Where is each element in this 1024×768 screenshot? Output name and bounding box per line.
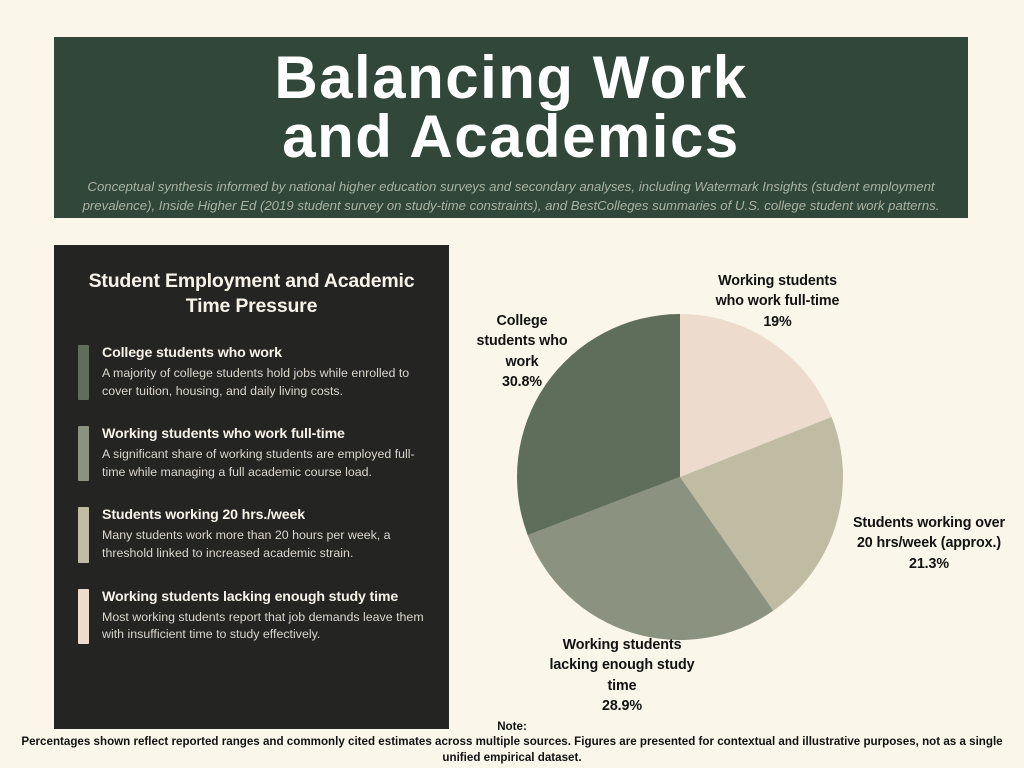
footnote-label: Note:: [497, 720, 527, 733]
list-item: [78, 345, 425, 400]
pie-label-work-line-2: students who: [476, 333, 568, 350]
pie-label-full-time-line-1: Working students: [718, 273, 837, 289]
page-title-line-2: and Academics: [282, 102, 740, 170]
page-title-line-1: Balancing Work: [274, 44, 748, 111]
page-subtitle: Conceptual synthesis informed by national higher education surveys and secondary analyses, including Watermark Insights (student employment prevalence), Inside Higher Ed (2019 student survey on study-time constraints), and BestColleges summaries of U.S. college student work patterns.: [82, 178, 940, 213]
list-item-body: Many students work more than 20 hours per week, a threshold linked to increased academic strain.: [102, 528, 391, 560]
info-item-list: [78, 345, 425, 644]
legend-swatch-icon: [78, 507, 89, 562]
info-panel-title: Student Employment and Academic Time Pressure: [88, 270, 415, 317]
legend-swatch-icon: [78, 426, 89, 481]
list-item: [78, 507, 425, 562]
pie-value-college-work: 30.8%: [501, 373, 543, 390]
pie-label-full-time: [670, 271, 885, 332]
page-title: [274, 44, 748, 170]
list-item-text: [102, 345, 425, 400]
list-item-body: A majority of college students hold jobs while enrolled to cover tuition, housing, and daily living costs.: [102, 365, 410, 398]
info-panel: [54, 245, 449, 729]
pie-label-work-line-3: work: [505, 353, 539, 370]
list-item-heading: Students working 20 hrs./week: [102, 507, 306, 524]
legend-swatch-icon: [78, 589, 89, 644]
pie-chart-area: [452, 245, 1024, 729]
legend-swatch-icon: [78, 345, 89, 400]
pie-label-work-line-1: College: [496, 313, 548, 329]
pie-value-lacking-study: 28.9%: [601, 697, 643, 714]
pie-label-lacking-study-time: [512, 635, 732, 716]
footnote-text: Percentages shown reflect reported ranges and commonly cited estimates across multiple sources. Figures are presented for contextual and illustrative purposes, not as a single unified empirical dataset.: [21, 735, 1003, 764]
list-item-text: [102, 426, 425, 481]
pie-label-study-line-3: time: [607, 677, 637, 694]
list-item-heading: Working students lacking enough study time: [102, 588, 399, 605]
pie-label-college-students-who-work: [447, 311, 597, 392]
list-item-text: [102, 589, 425, 644]
list-item: [78, 426, 425, 481]
pie-label-full-time-line-2: who work full-time: [715, 293, 840, 310]
pie-label-study-line-2: lacking enough study: [549, 657, 695, 674]
list-item-heading: Working students who work full-time: [102, 426, 345, 443]
footnote: [0, 720, 1024, 765]
list-item-body: A significant share of working students are employed full-time while managing a full academic course load.: [102, 447, 415, 479]
pie-label-over20-line-2: 20 hrs/week (approx.): [856, 535, 1002, 552]
list-item-text: [102, 507, 425, 562]
pie-label-study-line-1: Working students: [562, 637, 682, 653]
pie-label-over20-line-1: Students working over: [852, 515, 1005, 531]
list-item-body: Most working students report that job demands leave them with insufficient time to study effectively.: [102, 609, 424, 642]
pie-value-full-time: 19%: [763, 313, 792, 330]
pie-value-over-20-hrs: 21.3%: [908, 555, 950, 572]
pie-label-over-20-hrs: [834, 513, 1024, 574]
list-item: [78, 589, 425, 644]
pie-chart: [452, 245, 1024, 729]
header-panel: [54, 37, 968, 218]
list-item-heading: College students who work: [102, 344, 282, 361]
